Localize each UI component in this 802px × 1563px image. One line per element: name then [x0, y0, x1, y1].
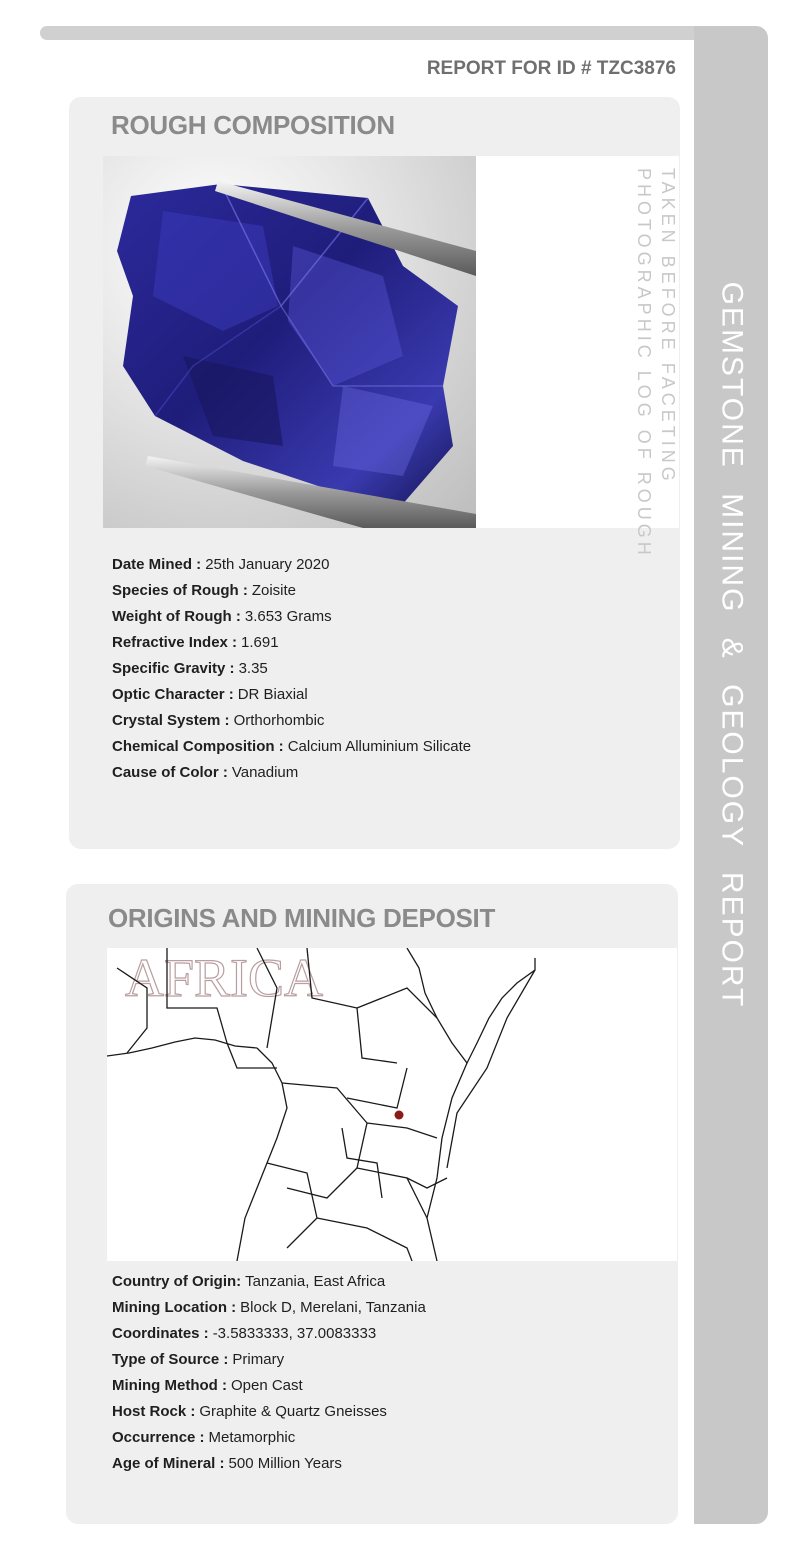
rough-photo-area — [103, 156, 679, 559]
rough-stone-photo — [103, 156, 476, 528]
photo-caption-line-2: TAKEN BEFORE FACETING — [658, 168, 678, 485]
field-chemical-composition: Chemical Composition : Calcium Alluminium Silicate — [112, 738, 472, 755]
field-mining-location: Mining Location : Block D, Merelani, Tanzania — [112, 1299, 426, 1316]
field-country: Country of Origin: Tanzania, East Africa — [112, 1273, 386, 1290]
field-specific-gravity: Specific Gravity : 3.35 — [112, 660, 268, 677]
field-occurrence: Occurrence : Metamorphic — [112, 1429, 296, 1446]
origins-title: ORIGINS AND MINING DEPOSIT — [108, 903, 496, 933]
map-africa-label: AFRICA — [125, 948, 324, 1008]
field-refractive-index: Refractive Index : 1.691 — [112, 634, 279, 651]
photo-caption-line-1: PHOTOGRAPHIC LOG OF ROUGH — [634, 168, 654, 559]
field-crystal-system: Crystal System : Orthorhombic — [112, 712, 325, 729]
field-type-of-source: Type of Source : Primary — [112, 1351, 285, 1368]
side-title — [694, 26, 768, 1524]
field-mining-method: Mining Method : Open Cast — [112, 1377, 303, 1394]
field-date-mined: Date Mined : 25th January 2020 — [112, 556, 330, 573]
field-coordinates: Coordinates : -3.5833333, 37.0083333 — [112, 1325, 377, 1342]
side-title-text: GEMSTONE MINING & GEOLOGY REPORT — [715, 281, 749, 1009]
field-weight: Weight of Rough : 3.653 Grams — [112, 608, 332, 625]
rough-fields — [112, 556, 471, 790]
africa-map-svg — [107, 948, 677, 1261]
field-age-of-mineral: Age of Mineral : 500 Million Years — [112, 1455, 342, 1472]
rough-composition-title: ROUGH COMPOSITION — [111, 110, 395, 140]
field-species: Species of Rough : Zoisite — [112, 582, 297, 599]
top-decorative-bar — [40, 26, 700, 40]
africa-map — [107, 948, 677, 1261]
tanzanite-rough-image — [103, 156, 476, 528]
field-optic-character: Optic Character : DR Biaxial — [112, 686, 308, 703]
photo-caption — [631, 168, 681, 559]
mine-location-marker — [395, 1111, 404, 1120]
field-host-rock: Host Rock : Graphite & Quartz Gneisses — [112, 1403, 387, 1420]
field-cause-of-color: Cause of Color : Vanadium — [112, 764, 299, 781]
report-id: REPORT FOR ID # TZC3876 — [426, 58, 676, 79]
origin-fields — [112, 1273, 426, 1481]
